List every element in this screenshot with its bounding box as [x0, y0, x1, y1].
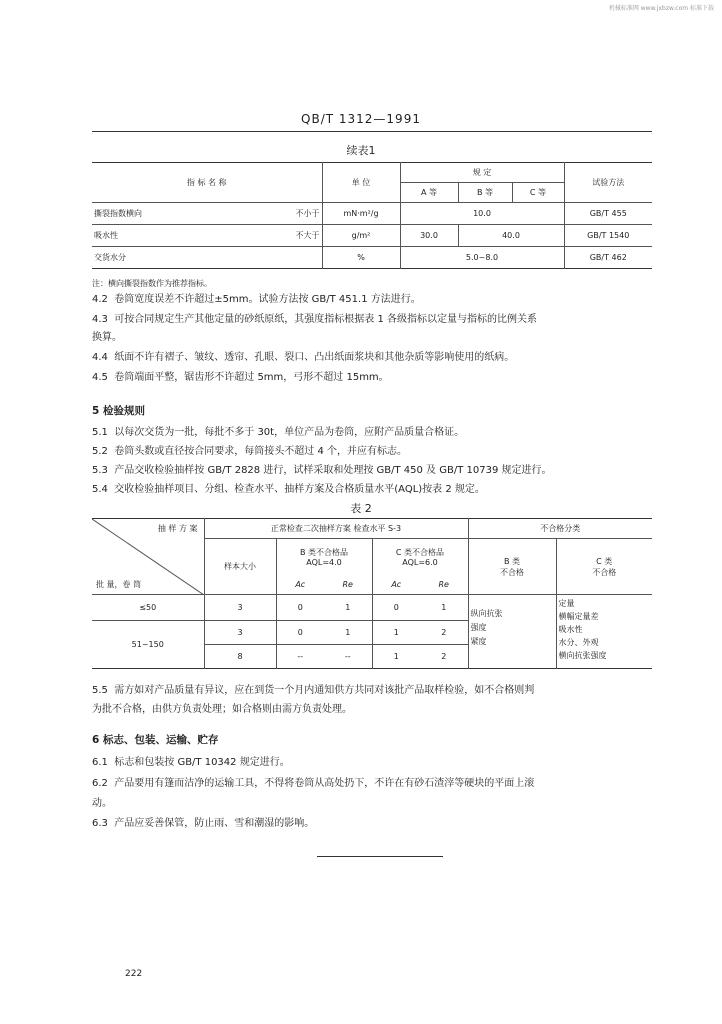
- t2-h-b-type: B 类: [503, 556, 521, 566]
- t1-r0-method: GB/T 455: [589, 209, 627, 218]
- para-6-1: [92, 756, 290, 770]
- para-text: 可按合同规定生产其他定量的砂纸原纸，其强度指标根据表 1 各级指标以定量与指标的比例关系: [114, 314, 537, 325]
- para-text: 标志和包装按 GB/T 10342 规定进行。: [114, 757, 290, 768]
- para-text: 需方如对产品质量有异议，应在到货一个月内通知供方共同对该批产品取样检验，如不合格则判: [114, 685, 535, 696]
- t2-h-c-type: C 类: [596, 556, 613, 566]
- para-num: 5.4: [92, 484, 108, 495]
- para-text: 卷筒宽度误差不许超过±5mm。试验方法按 GB/T 451.1 方法进行。: [114, 294, 421, 305]
- para-text: 产品交收检验抽样按 GB/T 2828 进行，试样采取和处理按 GB/T 450 及 GB/T 10739 规定进行。: [114, 465, 552, 476]
- t2-c-item: 水分、外观: [558, 638, 599, 647]
- table1-caption: 续表1: [346, 144, 376, 157]
- para-text: 为批不合格，由供方负责处理；如合格则由需方负责处理。: [92, 704, 352, 715]
- t2-r1-c-ac: 1: [393, 628, 399, 637]
- table-row: [92, 595, 652, 621]
- para-6-3: [92, 817, 314, 831]
- t2-h-b-re: Re: [324, 575, 372, 595]
- t1-h-c: C 等: [512, 183, 564, 203]
- para-5-3: [92, 464, 551, 478]
- para-4-2: [92, 293, 421, 307]
- table-row: [92, 225, 652, 247]
- t1-r0-unit: mN·m²/g: [322, 203, 400, 225]
- section-5-heading: 5 检验规则: [92, 405, 145, 417]
- t2-corner-top: 抽 样 方 案: [157, 524, 198, 533]
- t2-h-sample: 样本大小: [204, 539, 276, 595]
- t2-r1-b-re: 1: [324, 621, 372, 645]
- para-text: 卷筒端面平整，锯齿形不许超过 5mm，弓形不超过 15mm。: [114, 372, 389, 383]
- t2-r0-lot: ≤50: [92, 595, 204, 621]
- para-6-2-cont: [92, 797, 112, 811]
- t2-h-b-sub: 不合格: [500, 567, 524, 577]
- t2-c-item: 定量: [558, 599, 575, 608]
- t1-h-a: A 等: [400, 183, 458, 203]
- t1-r2-method: GB/T 462: [589, 253, 627, 262]
- para-num: 4.3: [92, 314, 108, 325]
- para-num: 5.3: [92, 465, 108, 476]
- para-4-5: [92, 371, 389, 385]
- t1-r1-val-bc: 40.0: [458, 225, 564, 247]
- para-num: 6.3: [92, 818, 108, 829]
- para-text: 换算。: [92, 332, 122, 343]
- para-4-3: [92, 313, 537, 327]
- t2-c-item: 吸水性: [558, 625, 583, 634]
- t2-r0-c-ac: 0: [393, 603, 399, 612]
- para-text: 纸面不许有褶子、皱纹、透帘、孔眼、裂口、凸出纸面浆块和其他杂质等影响使用的纸病。: [114, 352, 515, 363]
- para-num: 5.1: [92, 427, 108, 438]
- para-text: 卷筒头数或直径按合同要求，每筒接头不超过 4 个，并应有标志。: [114, 446, 407, 457]
- t2-r0-b-ac: 0: [297, 603, 303, 612]
- t1-r2-name: 交货水分: [92, 247, 322, 269]
- para-text: 产品要用有篷而洁净的运输工具，不得将卷筒从高处扔下，不许在有砂石渣滓等硬块的平面上滚: [114, 778, 535, 789]
- t2-r1-c-re: 2: [420, 621, 468, 645]
- t1-h-method: 试验方法: [592, 178, 625, 187]
- t2-r0-c-re: 1: [420, 595, 468, 621]
- watermark: 机械标准网 www.jxbzw.com 标准下载: [608, 5, 714, 12]
- t2-h-c-sub: 不合格: [592, 567, 617, 577]
- para-5-1: [92, 426, 464, 440]
- t2-b-item: 强度: [470, 623, 487, 632]
- table2: [92, 518, 652, 669]
- para-6-2: [92, 777, 534, 791]
- t2-h-caql: AQL=6.0: [402, 557, 438, 567]
- para-num: 6.1: [92, 757, 108, 768]
- t2-h-b-ac: Ac: [276, 575, 324, 595]
- table-row: [92, 247, 652, 269]
- t2-h-c-ac: Ac: [372, 575, 420, 595]
- t2-b-item: 紧度: [470, 637, 487, 646]
- t2-h-plan: 正常检查二次抽样方案 检查水平 S-3: [204, 519, 468, 539]
- t1-r0-name: 撕裂指数横向: [94, 209, 142, 218]
- t1-h-name: 指 标 名 称: [92, 163, 322, 203]
- table-row: [92, 203, 652, 225]
- para-num: 4.2: [92, 294, 108, 305]
- para-5-5: [92, 684, 534, 698]
- t2-r0-n: 3: [204, 595, 276, 621]
- t2-h-cclass: C 类不合格品: [395, 547, 445, 557]
- page-header: QB/T 1312—1991: [301, 112, 421, 126]
- t2-r2-b-re: --: [324, 645, 372, 669]
- t2-h-bclass: B 类不合格品: [299, 547, 349, 557]
- t2-r2-b-ac: --: [297, 652, 304, 661]
- para-5-2: [92, 445, 407, 459]
- t2-corner: [92, 519, 204, 595]
- t2-h-c-re: Re: [420, 575, 468, 595]
- t2-r1-n: 3: [204, 621, 276, 645]
- t2-b-item: 纵向抗张: [470, 609, 503, 618]
- para-5-4: [92, 483, 485, 497]
- para-4-3-cont: [92, 331, 122, 345]
- t1-r1-name: 吸水性: [94, 231, 118, 240]
- para-num: 5.2: [92, 446, 108, 457]
- t2-r2-c-ac: 1: [393, 652, 399, 661]
- t2-b-items: [468, 595, 556, 669]
- t1-r1-limit: 不大于: [295, 231, 320, 240]
- para-num: 4.4: [92, 352, 108, 363]
- t1-r0-val: 10.0: [400, 203, 564, 225]
- para-num: 4.5: [92, 372, 108, 383]
- t2-c-items: [556, 595, 652, 669]
- t1-r0-limit: 不小于: [295, 209, 320, 218]
- t2-h-baql: AQL=4.0: [306, 557, 342, 567]
- section-6-heading: 6 标志、包装、运输、贮存: [92, 734, 219, 746]
- t2-corner-bottom: 批 量，卷 筒: [96, 580, 142, 589]
- para-num: 6.2: [92, 778, 108, 789]
- t2-h-nonconf: 不合格分类: [468, 519, 652, 539]
- para-num: 5.5: [92, 685, 108, 696]
- t2-c-item: 横幅定量差: [558, 612, 599, 621]
- t1-h-b: B 等: [458, 183, 512, 203]
- table1-note: 注：横向撕裂指数作为推荐指标。: [92, 279, 212, 288]
- t2-c-item: 横向抗张强度: [558, 651, 607, 660]
- para-5-5-cont: [92, 703, 352, 717]
- para-4-4: [92, 351, 514, 365]
- para-text: 产品应妥善保管，防止雨、雪和潮湿的影响。: [114, 818, 315, 829]
- t2-r2-c-re: 2: [420, 645, 468, 669]
- header-rule: [92, 131, 652, 132]
- table2-caption: 表 2: [350, 502, 372, 515]
- t2-r1-lot: 51~150: [92, 621, 204, 669]
- t1-r2-unit: %: [322, 247, 400, 269]
- para-text: 交收检验抽样项目、分组、检查水平、抽样方案及合格质量水平(AQL)按表 2 规定。: [114, 484, 485, 495]
- page-number: 222: [125, 969, 143, 979]
- t1-h-unit: 单 位: [322, 163, 400, 203]
- t2-r0-b-re: 1: [324, 595, 372, 621]
- table1: [92, 162, 652, 269]
- end-rule: [317, 856, 443, 857]
- para-text: 动。: [92, 798, 112, 809]
- t2-r2-n: 8: [204, 645, 276, 669]
- t2-r1-b-ac: 0: [297, 628, 303, 637]
- t1-r2-val: 5.0~8.0: [400, 247, 564, 269]
- t1-h-spec: 规 定: [400, 163, 564, 183]
- t1-r1-method: GB/T 1540: [587, 231, 630, 240]
- t1-r1-unit: g/m²: [322, 225, 400, 247]
- para-text: 以每次交货为一批，每批不多于 30t，单位产品为卷筒，应附产品质量合格证。: [114, 427, 465, 438]
- t1-r1-val-a: 30.0: [400, 225, 458, 247]
